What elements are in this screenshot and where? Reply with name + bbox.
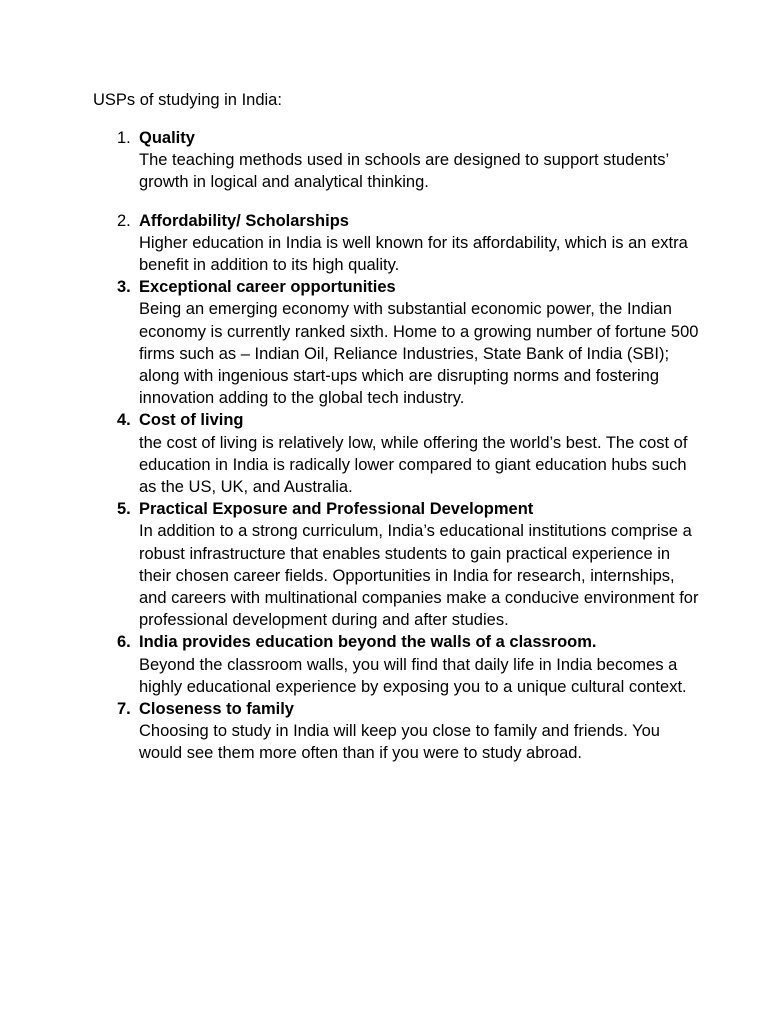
item-body: Higher education in India is well known for its affordability, which is an extra benefit in addition to its high quality. [139,233,688,275]
list-item-affordability [0,210,699,277]
item-number: 6. [117,633,131,652]
list-item-cost-of-living [0,409,699,498]
item-heading: Quality [139,129,195,147]
item-number: 2. [117,211,131,230]
item-heading: India provides education beyond the walls of a classroom. [139,633,597,652]
list-item-career-opportunities [0,276,699,409]
list-item-closeness-to-family [0,698,699,765]
item-body: the cost of living is relatively low, while offering the world’s best. The cost of education in India is radically lower compared to giant education hubs such as the US, UK, and Australia. [139,433,688,497]
item-number: 3. [117,278,131,297]
item-heading: Cost of living [139,411,244,430]
list-item-practical-exposure [0,498,699,631]
item-heading: Exceptional career opportunities [139,278,396,297]
item-body: The teaching methods used in schools are designed to support students’ growth in logical and analytical thinking. [139,151,669,192]
item-body: Choosing to study in India will keep you close to family and friends. You would see them more often than if you were to study abroad. [139,722,660,763]
item-body: In addition to a strong curriculum, India’s educational institutions comprise a robust infrastructure that enables students to gain practical experience in their chosen career fields. Opportunities in India for research, internships, and careers with multinational companies make a conducive environment for professional development during and after studies. [139,522,699,630]
list-item-beyond-classroom [0,631,699,698]
item-body: Being an emerging economy with substantial economic power, the Indian economy is currently ranked sixth. Home to a growing number of fortune 500 firms such as – Indian Oil, Reliance Industries, State Bank of India (SBI); along with ingenious start-ups which are disrupting norms and fostering innovation adding to the global tech industry. [139,300,699,408]
document-title: USPs of studying in India: [93,91,282,109]
item-heading: Practical Exposure and Professional Development [139,500,534,519]
list-item-quality [0,127,699,194]
item-number: 5. [117,500,131,519]
item-number: 4. [117,411,131,430]
item-number: 1. [117,129,131,147]
item-heading: Closeness to family [139,700,294,719]
item-heading: Affordability/ Scholarships [139,211,349,230]
item-number: 7. [117,700,131,719]
usp-list [0,127,768,765]
item-body: Beyond the classroom walls, you will find that daily life in India becomes a highly educational experience by exposing you to a unique cultural context. [139,655,687,696]
